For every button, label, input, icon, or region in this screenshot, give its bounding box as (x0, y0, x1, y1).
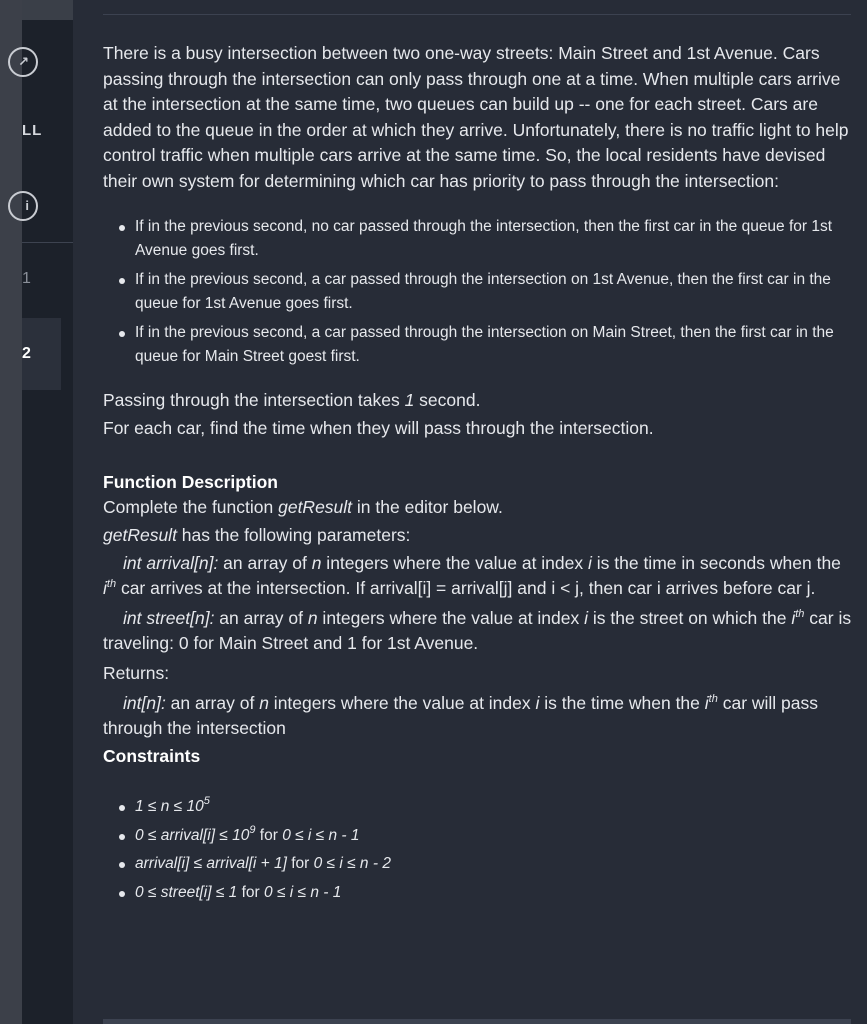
problem-statement (103, 41, 853, 909)
param-street: int street[n]: an array of n integers where the value at index i is the street on which the $i^{th}$ car is traveling: 0 for Main Street and 1 for 1st Avenue. (103, 607, 852, 654)
return-value: int[n]: an array of n integers where the value at index i is the time when the $i^{th}$ car will pass through the intersection (103, 692, 819, 739)
returns-label: Returns: (103, 662, 170, 683)
list-item: If in the previous second, no car passed through the intersection, then the first car in the queue for 1st Avenue goes first. (135, 215, 853, 264)
left-edge (0, 0, 22, 1024)
list-item: If in the previous second, a car passed through the intersection on Main Street, then the first car in the queue for Main Street goest first. (135, 321, 853, 370)
priority-rules-list (103, 215, 853, 370)
list-item: arrival[i] ≤ arrival[i + 1] for 0 ≤ i ≤ n - 2 (135, 852, 853, 877)
sidebar-item-question-2[interactable]: 2 (22, 345, 31, 362)
top-divider (103, 14, 851, 15)
param-arrival: int arrival[n]: an array of n integers where the value at index i is the time in seconds when the $i^{th}$ car arrives at the intersection. If arrival[i] = arrival[j] and i < j, then car i arrives before car j. (103, 552, 841, 599)
problem-intro: There is a busy intersection between two one-way streets: Main Street and 1st Avenue. Cars passing through the intersection can only pass through one at a time. When multiple cars arrive at the intersection at the same time, two queues can build up -- one for each street. Cars are added to the queue in the order at which they arrive. Unfortunately, there is no traffic light to help control traffic when multiple cars arrive at the same time. So, the local residents have devised their own system for determining which car has priority to pass through the intersection: (103, 43, 849, 191)
list-item: 0 ≤ arrival[i] ≤ $10^9$ for 0 ≤ i ≤ n - 1 (135, 824, 853, 849)
complete-function-line: Complete the function getResult in the editor below. (103, 497, 503, 518)
constraints-list (103, 795, 853, 905)
sidebar (18, 0, 73, 1024)
passing-time-line: Passing through the intersection takes 1 second. (103, 389, 481, 410)
expand-icon[interactable]: ↗ (8, 47, 38, 77)
sidebar-divider (22, 242, 73, 243)
sidebar-item-question-1[interactable]: 1 (22, 270, 31, 287)
function-description-heading: Function Description (103, 471, 278, 492)
constraints-heading: Constraints (103, 745, 201, 766)
info-icon[interactable]: i (8, 191, 38, 221)
list-item: 0 ≤ street[i] ≤ 1 for 0 ≤ i ≤ n - 1 (135, 881, 853, 906)
sidebar-label-all[interactable]: LL (22, 122, 43, 139)
task-line: For each car, find the time when they will pass through the intersection. (103, 418, 654, 439)
parameters-line: getResult has the following parameters: (103, 524, 411, 545)
bottom-divider (103, 1019, 851, 1024)
list-item: If in the previous second, a car passed through the intersection on 1st Avenue, then the first car in the queue for 1st Avenue goes first. (135, 268, 853, 317)
list-item: $1 \le n \le 10^5$ (135, 795, 853, 820)
problem-panel (73, 0, 867, 1024)
sidebar-top-bar (22, 0, 73, 20)
